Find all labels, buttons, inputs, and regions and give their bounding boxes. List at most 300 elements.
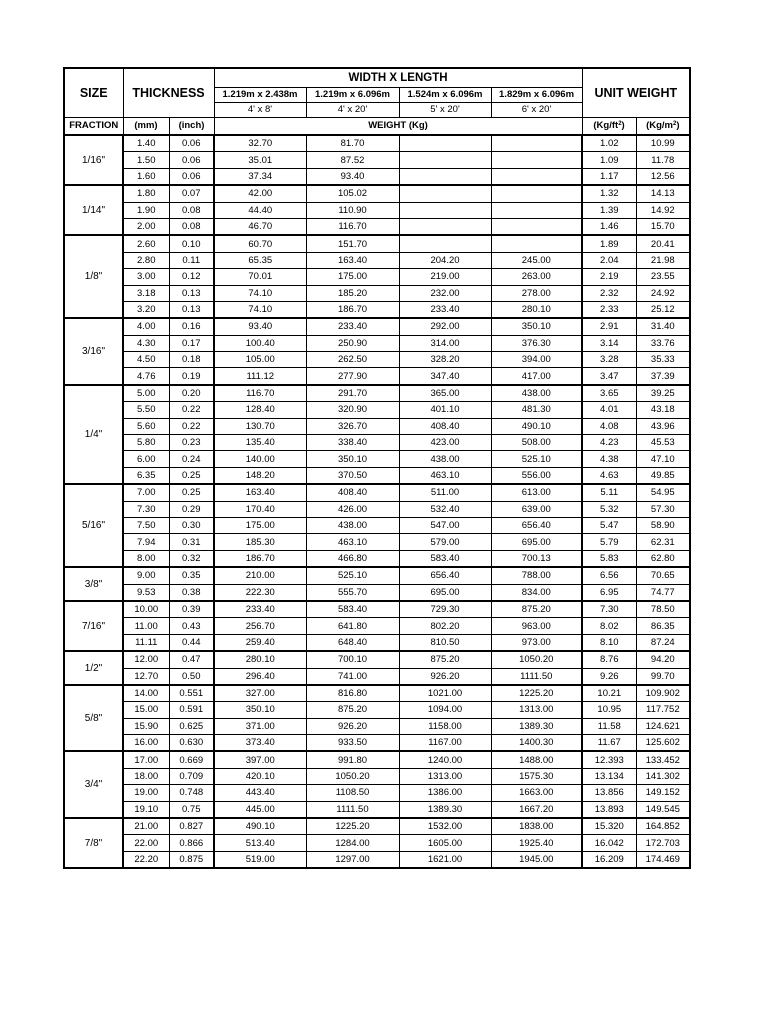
table-row <box>64 185 690 202</box>
weight-4x8-cell: 371.00 <box>214 718 306 734</box>
unit-weight-kg-m2-cell: 174.469 <box>636 851 690 868</box>
weight-5x20-cell: 1158.00 <box>399 718 491 734</box>
thickness-mm-cell: 3.00 <box>123 269 169 285</box>
unit-weight-kg-ft2-cell: 4.01 <box>582 402 636 418</box>
width-length-header: WIDTH X LENGTH <box>214 68 582 87</box>
weight-4x20-cell: 277.90 <box>306 368 399 385</box>
table-row <box>64 202 690 218</box>
weight-4x20-cell: 641.80 <box>306 618 399 634</box>
weight-4x8-cell: 443.40 <box>214 785 306 801</box>
weight-6x20-cell <box>491 135 582 152</box>
weight-5x20-cell: 314.00 <box>399 335 491 351</box>
table-row <box>64 601 690 618</box>
weight-4x20-cell: 875.20 <box>306 702 399 718</box>
unit-weight-kg-m2-cell: 43.96 <box>636 418 690 434</box>
weight-5x20-cell: 232.00 <box>399 285 491 301</box>
weight-5x20-cell: 1386.00 <box>399 785 491 801</box>
unit-weight-kg-m2-cell: 117.752 <box>636 702 690 718</box>
thickness-mm-cell: 1.90 <box>123 202 169 218</box>
weight-6x20-cell: 1111.50 <box>491 668 582 685</box>
thickness-inch-cell: 0.13 <box>169 301 214 318</box>
fraction-cell: 1/14" <box>64 185 123 235</box>
weight-5x20-cell: 926.20 <box>399 668 491 685</box>
thickness-inch-cell: 0.22 <box>169 418 214 434</box>
weight-5x20-cell: 1094.00 <box>399 702 491 718</box>
thickness-mm-cell: 4.50 <box>123 352 169 368</box>
unit-weight-kg-m2-cell: 149.152 <box>636 785 690 801</box>
unit-weight-kg-m2-cell: 62.80 <box>636 550 690 567</box>
table-row <box>64 435 690 451</box>
weight-5x20-cell: 292.00 <box>399 318 491 335</box>
unit-weight-kg-m2-cell: 70.65 <box>636 567 690 584</box>
thickness-mm-cell: 10.00 <box>123 601 169 618</box>
unit-weight-kg-ft2-cell: 4.08 <box>582 418 636 434</box>
weight-6x20-cell: 1389.30 <box>491 718 582 734</box>
thickness-inch-cell: 0.29 <box>169 501 214 517</box>
unit-weight-kg-m2-cell: 12.56 <box>636 168 690 185</box>
thickness-mm-cell: 15.00 <box>123 702 169 718</box>
unit-weight-kg-m2-cell: 39.25 <box>636 385 690 402</box>
weight-4x8-cell: 135.40 <box>214 435 306 451</box>
table-row <box>64 618 690 634</box>
fraction-cell: 7/16" <box>64 601 123 651</box>
thickness-inch-cell: 0.08 <box>169 202 214 218</box>
thickness-mm-cell: 7.50 <box>123 517 169 533</box>
weight-5x20-cell <box>399 168 491 185</box>
weight-4x8-cell: 170.40 <box>214 501 306 517</box>
thickness-mm-cell: 4.00 <box>123 318 169 335</box>
weight-6x20-cell: 1667.20 <box>491 801 582 818</box>
unit-weight-kg-ft2-cell: 5.11 <box>582 484 636 501</box>
thickness-mm-cell: 12.00 <box>123 651 169 668</box>
thickness-mm-cell: 2.80 <box>123 252 169 268</box>
unit-weight-kg-m2-cell: 87.24 <box>636 634 690 651</box>
table-row <box>64 651 690 668</box>
table-row <box>64 567 690 584</box>
weight-4x20-cell: 583.40 <box>306 601 399 618</box>
unit-weight-kg-ft2-cell: 2.19 <box>582 269 636 285</box>
unit-weight-kg-ft2-cell: 4.23 <box>582 435 636 451</box>
weight-5x20-cell: 875.20 <box>399 651 491 668</box>
thickness-mm-cell: 1.50 <box>123 152 169 168</box>
thickness-inch-cell: 0.591 <box>169 702 214 718</box>
table-row <box>64 484 690 501</box>
thickness-mm-cell: 6.35 <box>123 467 169 484</box>
weight-5x20-cell: 1532.00 <box>399 818 491 835</box>
unit-weight-kg-ft2-cell: 13.893 <box>582 801 636 818</box>
weight-6x20-cell: 1838.00 <box>491 818 582 835</box>
weight-4x20-cell: 1108.50 <box>306 785 399 801</box>
thickness-inch-cell: 0.25 <box>169 467 214 484</box>
weight-6x20-cell: 394.00 <box>491 352 582 368</box>
weight-5x20-cell: 656.40 <box>399 567 491 584</box>
thickness-mm-cell: 6.00 <box>123 451 169 467</box>
weight-5x20-cell <box>399 185 491 202</box>
weight-6x20-cell: 508.00 <box>491 435 582 451</box>
weight-4x20-cell: 741.00 <box>306 668 399 685</box>
thickness-mm-cell: 15.90 <box>123 718 169 734</box>
weight-5x20-cell <box>399 235 491 252</box>
weight-4x20-cell: 326.70 <box>306 418 399 434</box>
weight-4x8-cell: 185.30 <box>214 534 306 550</box>
unit-weight-kg-m2-cell: 109.902 <box>636 685 690 702</box>
thickness-inch-cell: 0.20 <box>169 385 214 402</box>
weight-6x20-cell: 1945.00 <box>491 851 582 868</box>
weight-5x20-cell: 1167.00 <box>399 735 491 752</box>
fraction-cell: 1/8" <box>64 235 123 318</box>
weight-6x20-cell: 278.00 <box>491 285 582 301</box>
weight-4x20-cell: 93.40 <box>306 168 399 185</box>
weight-4x20-cell: 1284.00 <box>306 835 399 851</box>
weight-4x20-cell: 408.40 <box>306 484 399 501</box>
thickness-mm-cell: 5.00 <box>123 385 169 402</box>
fraction-cell: 3/8" <box>64 567 123 601</box>
unit-weight-kg-m2-cell: 25.12 <box>636 301 690 318</box>
weight-6x20-cell: 1050.20 <box>491 651 582 668</box>
fraction-header: FRACTION <box>64 117 123 135</box>
weight-6x20-cell: 1488.00 <box>491 751 582 768</box>
weight-4x8-cell: 373.40 <box>214 735 306 752</box>
unit-weight-kg-ft2-cell: 3.28 <box>582 352 636 368</box>
thickness-inch-cell: 0.16 <box>169 318 214 335</box>
unit-weight-kg-ft2-cell: 8.02 <box>582 618 636 634</box>
thickness-mm-cell: 9.53 <box>123 584 169 601</box>
thickness-mm-cell: 11.11 <box>123 634 169 651</box>
weight-4x20-cell: 1225.20 <box>306 818 399 835</box>
metric-size-header: 1.524m x 6.096m <box>399 87 491 102</box>
unit-weight-kg-ft2-cell: 5.79 <box>582 534 636 550</box>
thickness-mm-cell: 7.30 <box>123 501 169 517</box>
weight-5x20-cell: 547.00 <box>399 517 491 533</box>
thickness-inch-cell: 0.18 <box>169 352 214 368</box>
table-row <box>64 801 690 818</box>
unit-weight-kg-m2-cell: 35.33 <box>636 352 690 368</box>
thickness-inch-cell: 0.17 <box>169 335 214 351</box>
thickness-mm-cell: 19.10 <box>123 801 169 818</box>
unit-weight-kg-ft2-cell: 1.17 <box>582 168 636 185</box>
metric-size-header: 1.829m x 6.096m <box>491 87 582 102</box>
fraction-cell: 1/16" <box>64 135 123 185</box>
thickness-mm-cell: 7.94 <box>123 534 169 550</box>
weight-4x8-cell: 350.10 <box>214 702 306 718</box>
weight-6x20-cell: 1663.00 <box>491 785 582 801</box>
weight-5x20-cell: 1240.00 <box>399 751 491 768</box>
table-row <box>64 152 690 168</box>
unit-weight-kg-ft2-cell: 16.042 <box>582 835 636 851</box>
weight-4x8-cell: 490.10 <box>214 818 306 835</box>
weight-4x20-cell: 185.20 <box>306 285 399 301</box>
imperial-size-header: 6' x 20' <box>491 102 582 117</box>
weight-6x20-cell <box>491 168 582 185</box>
weight-5x20-cell: 365.00 <box>399 385 491 402</box>
table-row <box>64 135 690 152</box>
unit-weight-kg-m2-cell: 43.18 <box>636 402 690 418</box>
unit-weight-kg-m2-cell: 141.302 <box>636 768 690 784</box>
table-row <box>64 785 690 801</box>
imperial-size-header: 5' x 20' <box>399 102 491 117</box>
unit-weight-kg-m2-cell: 20.41 <box>636 235 690 252</box>
weight-6x20-cell: 263.00 <box>491 269 582 285</box>
table-row <box>64 550 690 567</box>
unit-weight-kg-ft2-cell: 15.320 <box>582 818 636 835</box>
weight-5x20-cell: 463.10 <box>399 467 491 484</box>
unit-weight-kg-ft2-cell: 7.30 <box>582 601 636 618</box>
table-row <box>64 335 690 351</box>
weight-4x20-cell: 1050.20 <box>306 768 399 784</box>
weight-6x20-cell: 1575.30 <box>491 768 582 784</box>
weight-4x20-cell: 175.00 <box>306 269 399 285</box>
weight-4x20-cell: 555.70 <box>306 584 399 601</box>
unit-weight-kg-ft2-cell: 10.21 <box>582 685 636 702</box>
unit-weight-kg-ft2-cell: 2.04 <box>582 252 636 268</box>
weight-5x20-cell: 204.20 <box>399 252 491 268</box>
unit-weight-kg-ft2-cell: 4.63 <box>582 467 636 484</box>
unit-weight-kg-ft2-cell: 3.47 <box>582 368 636 385</box>
weight-6x20-cell: 639.00 <box>491 501 582 517</box>
thickness-inch-cell: 0.38 <box>169 584 214 601</box>
table-row <box>64 702 690 718</box>
thickness-inch-cell: 0.24 <box>169 451 214 467</box>
weight-4x20-cell: 291.70 <box>306 385 399 402</box>
weight-6x20-cell: 613.00 <box>491 484 582 501</box>
thickness-inch-cell: 0.669 <box>169 751 214 768</box>
weight-4x20-cell: 648.40 <box>306 634 399 651</box>
table-row <box>64 318 690 335</box>
weight-4x8-cell: 186.70 <box>214 550 306 567</box>
weight-4x8-cell: 44.40 <box>214 202 306 218</box>
unit-weight-kg-ft2-cell: 1.02 <box>582 135 636 152</box>
weight-5x20-cell: 810.50 <box>399 634 491 651</box>
weight-4x8-cell: 130.70 <box>214 418 306 434</box>
thickness-inch-cell: 0.23 <box>169 435 214 451</box>
weight-4x8-cell: 32.70 <box>214 135 306 152</box>
table-row <box>64 835 690 851</box>
table-row <box>64 269 690 285</box>
weight-4x8-cell: 163.40 <box>214 484 306 501</box>
weight-4x20-cell: 466.80 <box>306 550 399 567</box>
weight-6x20-cell: 376.30 <box>491 335 582 351</box>
unit-weight-kg-m2-cell: 47.10 <box>636 451 690 467</box>
table-row <box>64 285 690 301</box>
thickness-inch-cell: 0.75 <box>169 801 214 818</box>
table-row <box>64 301 690 318</box>
unit-weight-kg-m2-cell: 11.78 <box>636 152 690 168</box>
unit-weight-kg-m2-cell: 21.98 <box>636 252 690 268</box>
unit-weight-kg-m2-cell: 54.95 <box>636 484 690 501</box>
unit-weight-kg-m2-cell: 62.31 <box>636 534 690 550</box>
weight-5x20-cell: 401.10 <box>399 402 491 418</box>
thickness-inch-cell: 0.44 <box>169 634 214 651</box>
thickness-mm-cell: 3.18 <box>123 285 169 301</box>
weight-4x20-cell: 926.20 <box>306 718 399 734</box>
weight-4x8-cell: 105.00 <box>214 352 306 368</box>
thickness-inch-cell: 0.748 <box>169 785 214 801</box>
thickness-mm-cell: 16.00 <box>123 735 169 752</box>
thickness-mm-cell: 11.00 <box>123 618 169 634</box>
weight-4x8-cell: 445.00 <box>214 801 306 818</box>
fraction-cell: 7/8" <box>64 818 123 868</box>
thickness-mm-cell: 2.60 <box>123 235 169 252</box>
unit-weight-kg-ft2-cell: 6.95 <box>582 584 636 601</box>
weight-4x8-cell: 100.40 <box>214 335 306 351</box>
weight-6x20-cell <box>491 152 582 168</box>
unit-weight-kg-m2-cell: 149.545 <box>636 801 690 818</box>
unit-weight-kg-ft2-cell: 1.39 <box>582 202 636 218</box>
weight-4x8-cell: 60.70 <box>214 235 306 252</box>
weight-6x20-cell: 695.00 <box>491 534 582 550</box>
unit-weight-kg-m2-cell: 14.92 <box>636 202 690 218</box>
table-row <box>64 818 690 835</box>
weight-5x20-cell: 802.20 <box>399 618 491 634</box>
unit-weight-kg-m2-cell: 86.35 <box>636 618 690 634</box>
table-row <box>64 418 690 434</box>
table-row <box>64 768 690 784</box>
weight-6x20-cell: 481.30 <box>491 402 582 418</box>
weight-5x20-cell: 511.00 <box>399 484 491 501</box>
weight-6x20-cell: 963.00 <box>491 618 582 634</box>
thickness-mm-cell: 1.40 <box>123 135 169 152</box>
weight-4x20-cell: 151.70 <box>306 235 399 252</box>
unit-weight-kg-ft2-cell: 2.33 <box>582 301 636 318</box>
weight-5x20-cell: 729.30 <box>399 601 491 618</box>
weight-5x20-cell: 438.00 <box>399 451 491 467</box>
thickness-inch-cell: 0.06 <box>169 135 214 152</box>
weight-4x20-cell: 700.10 <box>306 651 399 668</box>
table-row <box>64 218 690 235</box>
unit-weight-kg-ft2-cell: 12.393 <box>582 751 636 768</box>
thickness-mm-cell: 5.50 <box>123 402 169 418</box>
weight-6x20-cell <box>491 218 582 235</box>
unit-weight-kg-ft2-cell: 5.47 <box>582 517 636 533</box>
weight-4x8-cell: 70.01 <box>214 269 306 285</box>
unit-weight-kg-m2-cell: 23.55 <box>636 269 690 285</box>
unit-weight-kg-m2-cell: 78.50 <box>636 601 690 618</box>
weight-4x8-cell: 233.40 <box>214 601 306 618</box>
weight-4x20-cell: 933.50 <box>306 735 399 752</box>
weight-5x20-cell: 219.00 <box>399 269 491 285</box>
weight-5x20-cell: 1621.00 <box>399 851 491 868</box>
unit-weight-kg-ft2-cell: 5.32 <box>582 501 636 517</box>
unit-weight-kg-m2-cell: 133.452 <box>636 751 690 768</box>
weight-4x8-cell: 327.00 <box>214 685 306 702</box>
weight-5x20-cell: 408.40 <box>399 418 491 434</box>
thickness-inch-cell: 0.47 <box>169 651 214 668</box>
weight-6x20-cell: 556.00 <box>491 467 582 484</box>
weight-6x20-cell <box>491 202 582 218</box>
weight-5x20-cell <box>399 202 491 218</box>
weight-4x8-cell: 148.20 <box>214 467 306 484</box>
thickness-mm-cell: 5.80 <box>123 435 169 451</box>
unit-weight-kg-m2-cell: 10.99 <box>636 135 690 152</box>
fraction-cell: 3/4" <box>64 751 123 818</box>
table-row <box>64 501 690 517</box>
thickness-inch-cell: 0.32 <box>169 550 214 567</box>
weight-6x20-cell: 280.10 <box>491 301 582 318</box>
weight-4x20-cell: 233.40 <box>306 318 399 335</box>
weight-4x8-cell: 513.40 <box>214 835 306 851</box>
table-header <box>64 68 690 135</box>
weight-4x20-cell: 87.52 <box>306 152 399 168</box>
unit-weight-kg-ft2-cell: 9.26 <box>582 668 636 685</box>
thickness-inch-cell: 0.625 <box>169 718 214 734</box>
thickness-inch-cell: 0.866 <box>169 835 214 851</box>
weight-4x20-cell: 991.80 <box>306 751 399 768</box>
weight-4x8-cell: 259.40 <box>214 634 306 651</box>
weight-4x8-cell: 222.30 <box>214 584 306 601</box>
unit-weight-kg-m2-cell: 33.76 <box>636 335 690 351</box>
table-row <box>64 751 690 768</box>
weight-5x20-cell: 328.20 <box>399 352 491 368</box>
weight-kg-header: WEIGHT (Kg) <box>214 117 582 135</box>
steel-plate-weight-table <box>63 67 691 869</box>
table-row <box>64 467 690 484</box>
thickness-inch-cell: 0.875 <box>169 851 214 868</box>
unit-weight-kg-ft2-cell: 3.14 <box>582 335 636 351</box>
thickness-mm-cell: 22.20 <box>123 851 169 868</box>
thickness-mm-cell: 17.00 <box>123 751 169 768</box>
mm-header: (mm) <box>123 117 169 135</box>
thickness-mm-cell: 7.00 <box>123 484 169 501</box>
unit-weight-kg-ft2-cell: 4.38 <box>582 451 636 467</box>
unit-weight-kg-ft2-cell: 2.32 <box>582 285 636 301</box>
unit-weight-kg-ft2-cell: 13.134 <box>582 768 636 784</box>
weight-4x20-cell: 463.10 <box>306 534 399 550</box>
unit-weight-kg-m2-cell: 94.20 <box>636 651 690 668</box>
weight-4x20-cell: 262.50 <box>306 352 399 368</box>
thickness-mm-cell: 4.76 <box>123 368 169 385</box>
thickness-inch-cell: 0.22 <box>169 402 214 418</box>
table-row <box>64 718 690 734</box>
thickness-inch-cell: 0.06 <box>169 152 214 168</box>
size-header: SIZE <box>64 68 123 117</box>
unit-weight-kg-ft2-cell: 16.209 <box>582 851 636 868</box>
table-row <box>64 668 690 685</box>
thickness-inch-cell: 0.551 <box>169 685 214 702</box>
unit-weight-kg-ft2-cell: 5.83 <box>582 550 636 567</box>
unit-weight-kg-ft2-cell: 2.91 <box>582 318 636 335</box>
unit-weight-kg-ft2-cell: 13.856 <box>582 785 636 801</box>
kg-per-m2-header: $(Kg/m^2)$ <box>636 117 690 135</box>
thickness-inch-cell: 0.43 <box>169 618 214 634</box>
weight-4x8-cell: 519.00 <box>214 851 306 868</box>
weight-6x20-cell: 788.00 <box>491 567 582 584</box>
table-row <box>64 168 690 185</box>
table-row <box>64 735 690 752</box>
thickness-mm-cell: 4.30 <box>123 335 169 351</box>
inch-header: (inch) <box>169 117 214 135</box>
weight-4x20-cell: 350.10 <box>306 451 399 467</box>
thickness-mm-cell: 8.00 <box>123 550 169 567</box>
table-row <box>64 252 690 268</box>
weight-6x20-cell <box>491 185 582 202</box>
imperial-size-header: 4' x 20' <box>306 102 399 117</box>
weight-5x20-cell: 579.00 <box>399 534 491 550</box>
weight-4x8-cell: 65.35 <box>214 252 306 268</box>
weight-4x8-cell: 420.10 <box>214 768 306 784</box>
thickness-mm-cell: 21.00 <box>123 818 169 835</box>
weight-4x20-cell: 105.02 <box>306 185 399 202</box>
weight-4x8-cell: 128.40 <box>214 402 306 418</box>
unit-weight-kg-ft2-cell: 11.67 <box>582 735 636 752</box>
weight-6x20-cell: 1313.00 <box>491 702 582 718</box>
thickness-inch-cell: 0.08 <box>169 218 214 235</box>
weight-4x20-cell: 1111.50 <box>306 801 399 818</box>
weight-5x20-cell: 1389.30 <box>399 801 491 818</box>
weight-4x8-cell: 397.00 <box>214 751 306 768</box>
weight-4x8-cell: 93.40 <box>214 318 306 335</box>
thickness-mm-cell: 3.20 <box>123 301 169 318</box>
weight-4x20-cell: 338.40 <box>306 435 399 451</box>
